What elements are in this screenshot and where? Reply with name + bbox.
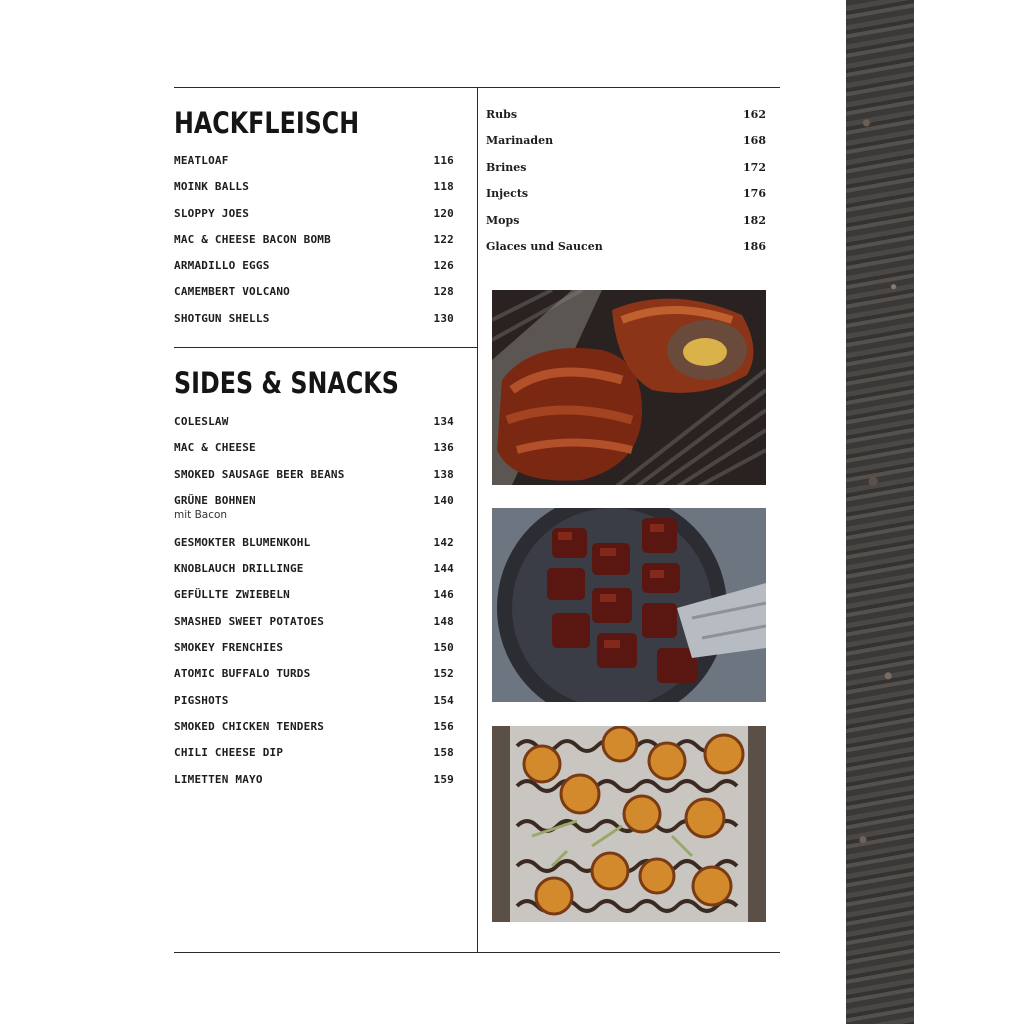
hackfleisch-item-row[interactable] <box>174 312 454 338</box>
hackfleisch-item-label: SHOTGUN SHELLS <box>174 311 270 325</box>
hackfleisch-item-row[interactable] <box>174 207 454 233</box>
sides-item-label: GESMOKTER BLUMENKOHL <box>174 535 311 549</box>
sides-item-label: KNOBLAUCH DRILLINGE <box>174 562 304 576</box>
sides-item-page-number: 146 <box>433 588 454 602</box>
hackfleisch-item-label: SLOPPY JOES <box>174 206 250 220</box>
sides-item-row[interactable] <box>174 562 454 588</box>
sides-item-row[interactable] <box>174 588 454 614</box>
column-divider <box>477 87 478 953</box>
sauces-item-label: Rubs <box>486 108 518 121</box>
sides-item-row[interactable] <box>174 641 454 667</box>
sides-item-page-number: 150 <box>433 641 454 655</box>
sides-item-row[interactable] <box>174 415 454 441</box>
sides-item-page-number: 138 <box>433 467 454 481</box>
hackfleisch-item-label: ARMADILLO EGGS <box>174 259 270 273</box>
sides-item-row[interactable] <box>174 536 454 562</box>
hackfleisch-item-row[interactable] <box>174 180 454 206</box>
hackfleisch-item-row[interactable] <box>174 259 454 285</box>
sides-item-row[interactable] <box>174 615 454 641</box>
sides-item-label: ATOMIC BUFFALO TURDS <box>174 667 311 681</box>
hackfleisch-item-row[interactable] <box>174 285 454 311</box>
hackfleisch-item-page-number: 128 <box>433 285 454 299</box>
section-title-sides-snacks: SIDES & SNACKS <box>174 366 399 400</box>
sides-item-page-number: 156 <box>433 719 454 733</box>
sides-item-label: SMOKEY FRENCHIES <box>174 641 284 655</box>
sides-item-label: PIGSHOTS <box>174 693 229 707</box>
sides-item-label: GRÜNE BOHNEN <box>174 493 256 507</box>
sides-item-label: MAC & CHEESE <box>174 441 256 455</box>
sauces-item-page-number: 176 <box>743 187 766 201</box>
sauces-item-page-number: 162 <box>743 108 766 121</box>
section-title-hackfleisch: HACKFLEISCH <box>174 106 360 140</box>
hackfleisch-item-page-number: 120 <box>433 206 454 220</box>
hackfleisch-item-page-number: 116 <box>433 154 454 167</box>
hackfleisch-item-label: MAC & CHEESE BACON BOMB <box>174 232 331 246</box>
sides-item-page-number: 152 <box>433 667 454 681</box>
sauces-item-row[interactable] <box>486 161 766 187</box>
sides-item-page-number: 158 <box>433 746 454 760</box>
sides-item-label: CHILI CHEESE DIP <box>174 746 284 760</box>
sides-item-page-number: 140 <box>433 493 454 507</box>
sides-item-row[interactable] <box>174 773 454 799</box>
sauces-item-row[interactable] <box>486 108 766 134</box>
sauces-list <box>486 108 766 266</box>
sides-item-label: SMOKED CHICKEN TENDERS <box>174 719 325 733</box>
sauces-item-page-number: 186 <box>743 239 766 253</box>
sauces-item-row[interactable] <box>486 240 766 266</box>
sides-list <box>174 415 454 799</box>
sides-item-page-number: 136 <box>433 441 454 455</box>
sides-item-label: GEFÜLLTE ZWIEBELN <box>174 588 290 602</box>
hackfleisch-item-row[interactable] <box>174 154 454 180</box>
section-divider <box>174 347 477 348</box>
hackfleisch-list <box>174 154 454 338</box>
sauces-item-label: Glaces und Saucen <box>486 239 603 253</box>
sauces-item-page-number: 182 <box>743 213 766 227</box>
sides-item-page-number: 154 <box>433 693 454 707</box>
sauces-item-page-number: 168 <box>743 134 766 148</box>
glazed-meat-cubes-pan-photo <box>492 508 766 702</box>
bottom-rule <box>174 952 780 953</box>
sides-item-row[interactable] <box>174 667 454 693</box>
sides-item-sublabel: mit Bacon <box>174 508 228 521</box>
hackfleisch-item-page-number: 126 <box>433 259 454 273</box>
sides-item-page-number: 159 <box>433 772 454 786</box>
sides-item-label: SMOKED SAUSAGE BEER BEANS <box>174 467 345 481</box>
sauces-item-label: Injects <box>486 187 529 201</box>
hackfleisch-item-page-number: 130 <box>433 311 454 325</box>
hackfleisch-item-page-number: 118 <box>433 180 454 194</box>
sauces-item-row[interactable] <box>486 134 766 160</box>
sides-item-page-number: 144 <box>433 562 454 576</box>
sauces-item-page-number: 172 <box>743 160 766 174</box>
sides-item-row[interactable] <box>174 720 454 746</box>
sides-item-page-number: 134 <box>433 415 454 428</box>
hackfleisch-item-label: CAMEMBERT VOLCANO <box>174 285 290 299</box>
stone-texture-strip <box>846 0 914 1024</box>
hackfleisch-item-label: MEATLOAF <box>174 154 229 167</box>
sauces-item-row[interactable] <box>486 187 766 213</box>
sides-item-row[interactable] <box>174 494 454 536</box>
sides-item-row[interactable] <box>174 468 454 494</box>
sauces-item-row[interactable] <box>486 214 766 240</box>
sauces-item-label: Mops <box>486 213 520 227</box>
sauces-item-label: Marinaden <box>486 134 554 148</box>
bacon-wrapped-meatloaf-photo <box>492 290 766 485</box>
sides-item-row[interactable] <box>174 694 454 720</box>
hackfleisch-item-row[interactable] <box>174 233 454 259</box>
sides-item-row[interactable] <box>174 746 454 772</box>
sides-item-row[interactable] <box>174 441 454 467</box>
sides-item-page-number: 142 <box>433 535 454 549</box>
sauces-item-label: Brines <box>486 160 527 174</box>
sides-item-page-number: 148 <box>433 614 454 628</box>
hackfleisch-item-page-number: 122 <box>433 232 454 246</box>
stuffed-bites-grill-tray-photo <box>492 726 766 922</box>
sides-item-label: SMASHED SWEET POTATOES <box>174 614 325 628</box>
sides-item-label: LIMETTEN MAYO <box>174 772 263 786</box>
hackfleisch-item-label: MOINK BALLS <box>174 180 250 194</box>
sides-item-label: COLESLAW <box>174 415 229 428</box>
